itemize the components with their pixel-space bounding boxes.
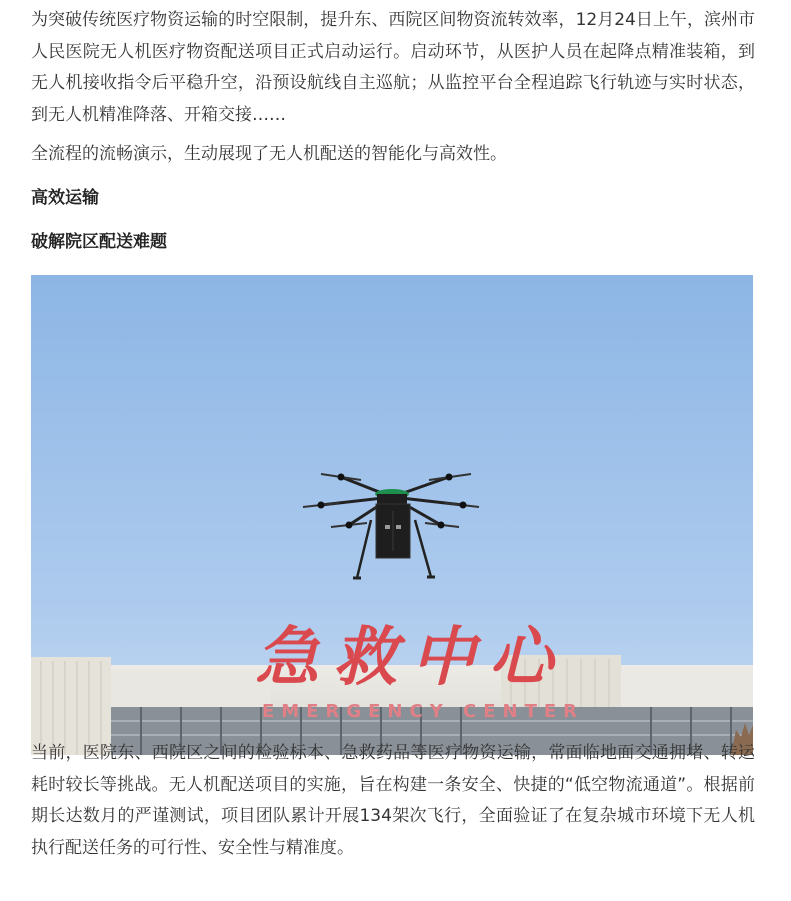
sign-chinese-text: 急救中心: [255, 620, 567, 695]
section-heading-efficient-transport: 高效运输: [31, 188, 99, 208]
section-subheading-delivery: 破解院区配送难题: [31, 232, 167, 252]
article-paragraph-summary: 全流程的流畅演示，生动展现了无人机配送的智能化与高效性。: [31, 144, 507, 164]
article-paragraph-intro: 为突破传统医疗物资运输的时空限制，提升东、西院区间物资流转效率，12月24日上午，滨州市人民医院无人机医疗物资配送项目正式启动运行。启动环节，从医护人员在起降点精准装箱，到无人机接收指令后平稳升空，沿预设航线自主巡航；从监控平台全程追踪飞行轨迹与实时状态，到无人机精准降落、开箱交接……: [31, 10, 755, 125]
sign-english-text: EMERGENCY CENTER: [261, 701, 585, 722]
article-paragraph-background: 当前，医院东、西院区之间的检验标本、急救药品等医疗物资运输，常面临地面交通拥堵、转运耗时较长等挑战。无人机配送项目的实施，旨在构建一条安全、快捷的“低空物流通道”。根据前期长达数月的严谨测试，项目团队累计开展134架次飞行，全面验证了在复杂城市环境下无人机执行配送任务的可行性、安全性与精准度。: [31, 743, 755, 858]
drone-photo: [31, 275, 753, 755]
